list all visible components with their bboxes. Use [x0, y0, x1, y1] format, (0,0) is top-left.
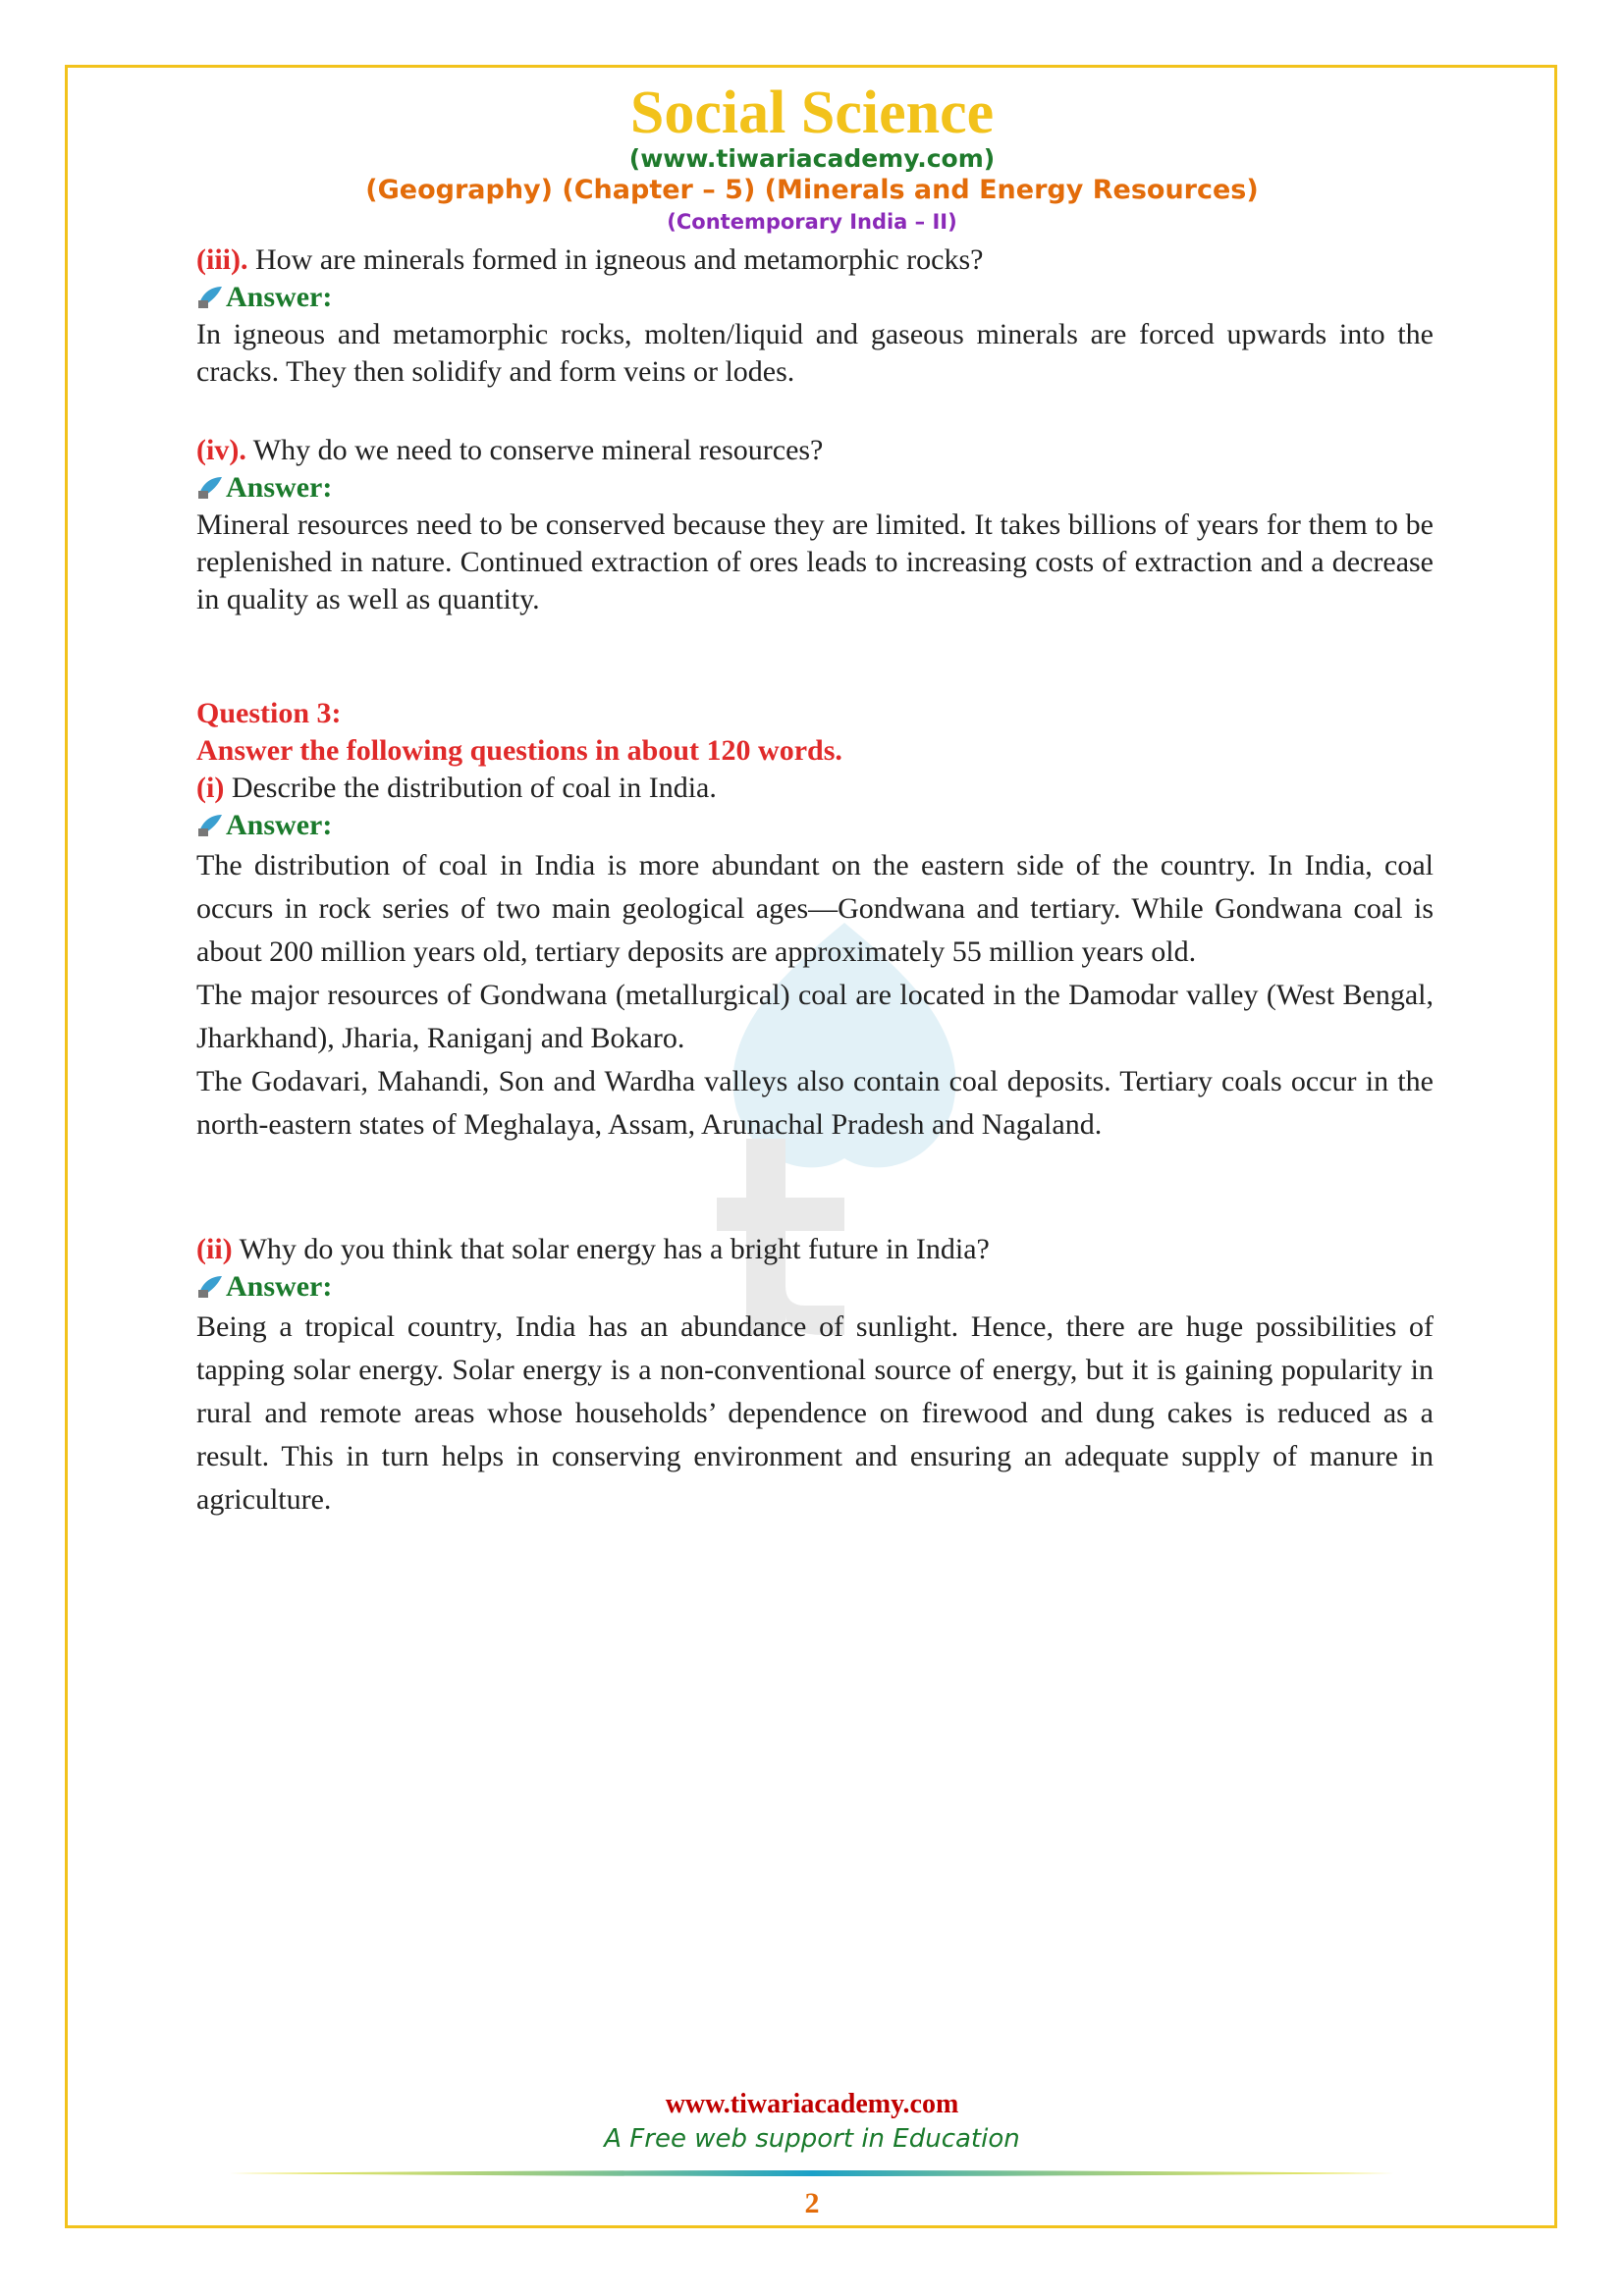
question-heading: Question 3:: [196, 697, 342, 729]
answer-icon: [196, 1274, 224, 1300]
question-ii: [196, 1231, 1434, 1522]
question-text: [196, 770, 1434, 807]
question-text: [196, 432, 1434, 469]
question-label: How are minerals formed in igneous and metamorphic rocks?: [247, 243, 984, 276]
answer-heading: [196, 279, 1434, 316]
question-number: (i): [196, 772, 225, 804]
question-number: (iii).: [196, 243, 248, 276]
question-label: Why do you think that solar energy has a bright future in India?: [232, 1233, 990, 1265]
answer-text: The Godavari, Mahandi, Son and Wardha valleys also contain coal deposits. Tertiary coals occur in the north-eastern states of Meghalaya, Assam, Arunachal Pradesh and Nagaland.: [196, 1065, 1434, 1141]
answer-heading: [196, 1268, 1434, 1306]
answer-text: The major resources of Gondwana (metallurgical) coal are located in the Damodar valley (West Bengal, Jharkhand), Jharia, Raniganj and Bokaro.: [196, 979, 1434, 1054]
page-number: 2: [804, 2187, 820, 2219]
footer-tagline: A Free web support in Education: [604, 2124, 1020, 2154]
question-iii: [196, 241, 1434, 391]
question-number: (iv).: [196, 434, 246, 466]
question-label: Why do we need to conserve mineral resources?: [245, 434, 824, 466]
header-url[interactable]: (www.tiwariacademy.com): [628, 144, 996, 173]
answer-icon: [196, 813, 224, 838]
page-title: Social Science: [629, 80, 995, 146]
footer-divider: [230, 2169, 1394, 2177]
answer-text: The distribution of coal in India is more abundant on the eastern side of the country. In India, coal occurs in rock series of two main geological ages—Gondwana and tertiary. While Gondwana coal is about 200 million years old, tertiary deposits are approximately 55 million years old.: [196, 849, 1434, 968]
answer-icon: [196, 285, 224, 310]
book-heading: (Contemporary India – II): [667, 210, 957, 234]
question-text: [196, 1231, 1434, 1268]
answer-heading: [196, 807, 1434, 844]
answer-label: Answer:: [226, 471, 333, 504]
chapter-heading: (Geography) (Chapter – 5) (Minerals and Energy Resources): [365, 175, 1259, 205]
answer-label: Answer:: [226, 809, 333, 841]
answer-text: Mineral resources need to be conserved because they are limited. It takes billions of years for them to be replenished in nature. Continued extraction of ores leads to increasing costs of extraction and a decrease in quality as well as quantity.: [196, 508, 1434, 615]
answer-icon: [196, 475, 224, 501]
footer-url[interactable]: www.tiwariacademy.com: [665, 2089, 959, 2119]
question-number: (ii): [196, 1233, 233, 1265]
answer-heading: [196, 469, 1434, 507]
question-3: [196, 695, 1434, 1147]
answer-label: Answer:: [226, 1270, 333, 1303]
question-instruction: Answer the following questions in about 120 words.: [196, 734, 842, 767]
answer-text: In igneous and metamorphic rocks, molten/liquid and gaseous minerals are forced upwards into the cracks. They then solidify and form veins or lodes.: [196, 318, 1434, 388]
answer-label: Answer:: [226, 281, 333, 313]
answer-text: Being a tropical country, India has an abundance of sunlight. Hence, there are huge possibilities of tapping solar energy. Solar energy is a non-conventional source of energy, but it is gaining popularity in rural and remote areas whose households’ dependence on firewood and dung cakes is reduced as a result. This in turn helps in conserving environment and ensuring an adequate supply of manure in agriculture.: [196, 1310, 1434, 1516]
question-label: Describe the distribution of coal in India.: [224, 772, 717, 804]
question-iv: [196, 432, 1434, 618]
question-text: [196, 241, 1434, 279]
